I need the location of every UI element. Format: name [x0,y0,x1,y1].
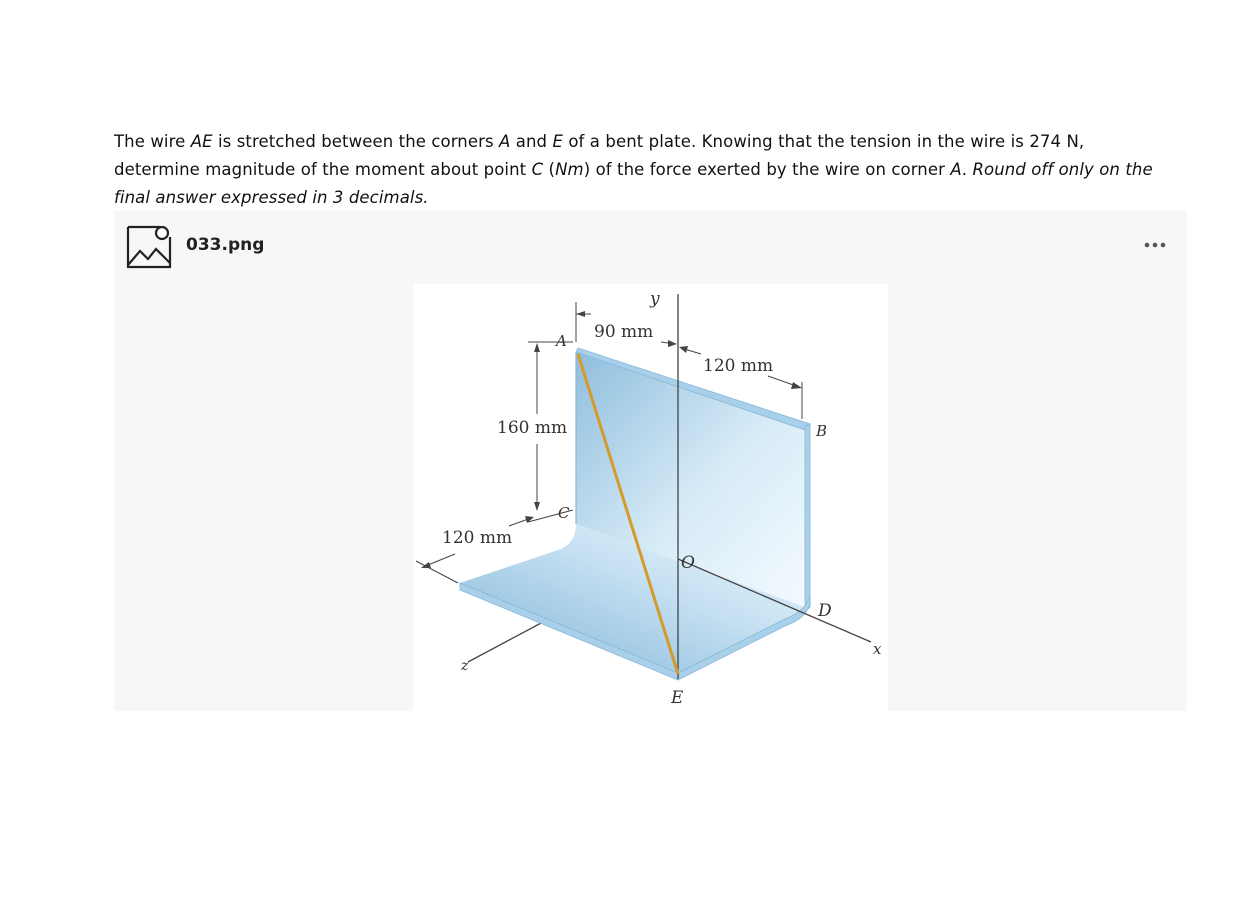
dim-120-left-ext [416,561,458,583]
point-b-figure-label: B [816,422,828,440]
dim-90-arrowhead-right [668,340,677,347]
file-name[interactable]: 033.png [186,235,265,255]
dim-120-top-arrowhead-left [679,346,688,353]
point-c-label: C [531,160,544,179]
point-d-figure-label: D [818,601,832,621]
point-e-label: E [552,132,564,151]
question-segment: ( [543,160,556,179]
bent-plate-figure [413,284,888,711]
question-segment: . [961,160,973,179]
question-segment: ) of the force exerted by the wire on corner [583,160,951,179]
dim-160-label: 160 mm [497,418,568,438]
dim-120-left-arrowhead-left [421,562,431,568]
wire-label: AE [190,132,213,151]
image-file-icon[interactable] [126,223,172,269]
point-a-figure-label: A [556,332,567,350]
question-text [114,128,1174,212]
y-axis-label: y [650,289,660,309]
question-segment: and [510,132,553,151]
point-a-label: A [950,160,962,179]
dim-120-left-label: 120 mm [442,528,513,548]
bent-plate-diagram [413,284,888,711]
question-segment: is stretched between the corners [212,132,500,151]
dim-160-arrowhead-bottom [534,502,540,511]
question-segment: of a bent plate. Knowing that the tension in the wire is 274 N, determine magnitude of the moment about point [114,132,1085,179]
dim-160-arrowhead-top [534,343,540,352]
dim-120-top-arrowhead-right [791,382,802,389]
more-options-icon[interactable] [1143,235,1167,255]
x-axis-label: x [873,640,882,658]
vertical-plate-side-edge [805,424,810,612]
image-attachment [114,211,1187,711]
question-segment: The wire [114,132,191,151]
dim-90-arrowhead-left [576,311,585,317]
dim-120-top-label: 120 mm [703,356,774,376]
dim-90-label: 90 mm [594,322,654,342]
point-c-figure-label: C [558,504,570,522]
point-a-label: A [499,132,511,151]
unit-label: Nm [555,160,584,179]
rounding-note: Round off only on the final answer expressed in 3 decimals. [114,160,1153,207]
z-axis-label: z [461,658,469,674]
point-o-figure-label: O [681,553,695,573]
point-e-figure-label: E [671,688,684,708]
